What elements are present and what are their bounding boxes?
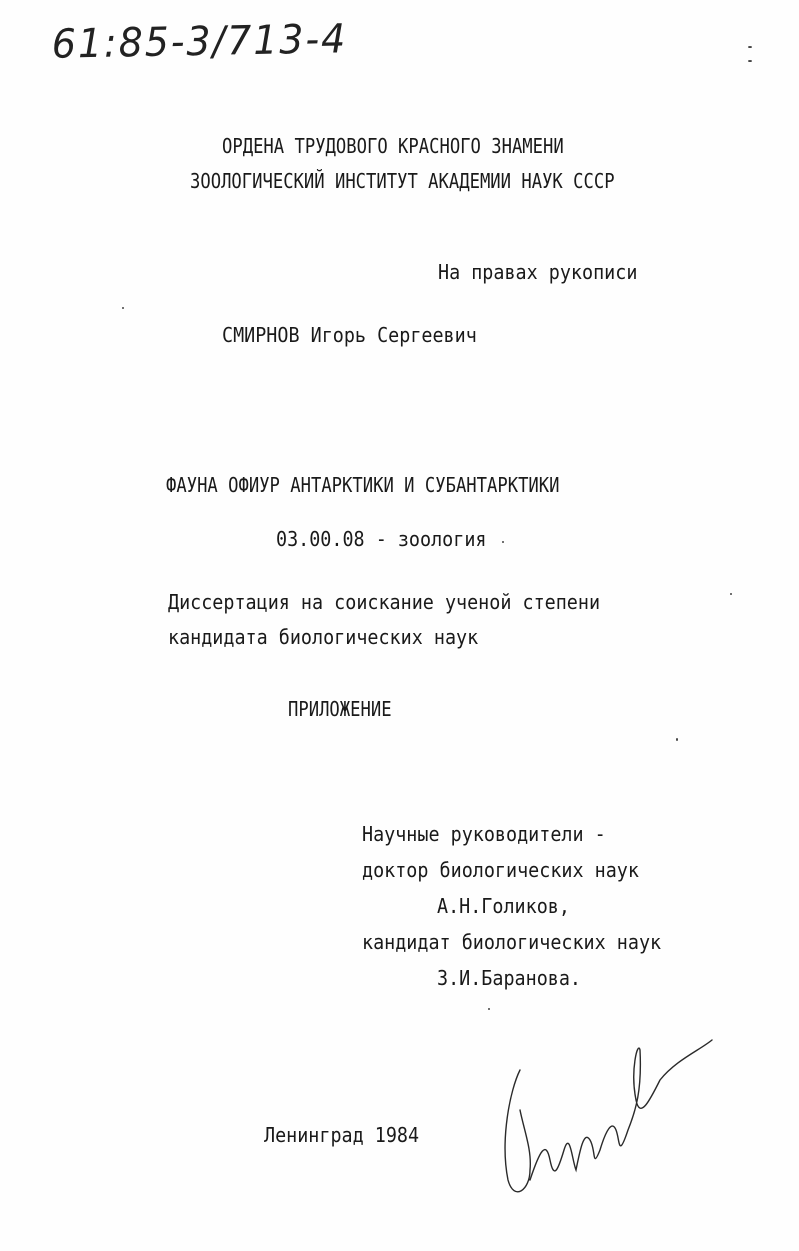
- scan-speck: [502, 541, 504, 543]
- scan-speck: [730, 593, 732, 595]
- organization-institute-line: ЗООЛОГИЧЕСКИЙ ИНСТИТУТ АКАДЕМИИ НАУК СССР: [190, 169, 615, 193]
- dissertation-statement-line2: кандидата биологических наук: [168, 625, 479, 649]
- scan-speck: [122, 307, 124, 309]
- dissertation-title: ФАУНА ОФИУР АНТАРКТИКИ И СУБАНТАРКТИКИ: [166, 473, 560, 497]
- scan-speck: [748, 46, 752, 48]
- dissertation-statement-line1: Диссертация на соискание ученой степени: [168, 590, 601, 614]
- archive-number: 61:85-3/713-4: [51, 16, 348, 68]
- supervisor-1-degree: доктор биологических наук: [362, 858, 639, 882]
- manuscript-rights: На правах рукописи: [438, 260, 638, 284]
- specialty-code: 03.00.08 - зоология: [276, 527, 487, 551]
- supervisor-2-degree: кандидат биологических наук: [362, 930, 662, 954]
- supervisor-1-name: А.Н.Голиков,: [437, 894, 570, 918]
- place-and-year: Ленинград 1984: [264, 1123, 420, 1147]
- scan-speck: [748, 60, 752, 62]
- appendix-label: ПРИЛОЖЕНИЕ: [288, 697, 392, 721]
- supervisors-heading: Научные руководители -: [362, 822, 606, 846]
- supervisor-2-name: З.И.Баранова.: [437, 966, 582, 990]
- scan-speck: [488, 1008, 490, 1010]
- scan-speck: [676, 738, 678, 741]
- author-name: СМИРНОВ Игорь Сергеевич: [222, 323, 477, 347]
- organization-order-line: ОРДЕНА ТРУДОВОГО КРАСНОГО ЗНАМЕНИ: [222, 134, 564, 158]
- signature-mark: [480, 1030, 720, 1210]
